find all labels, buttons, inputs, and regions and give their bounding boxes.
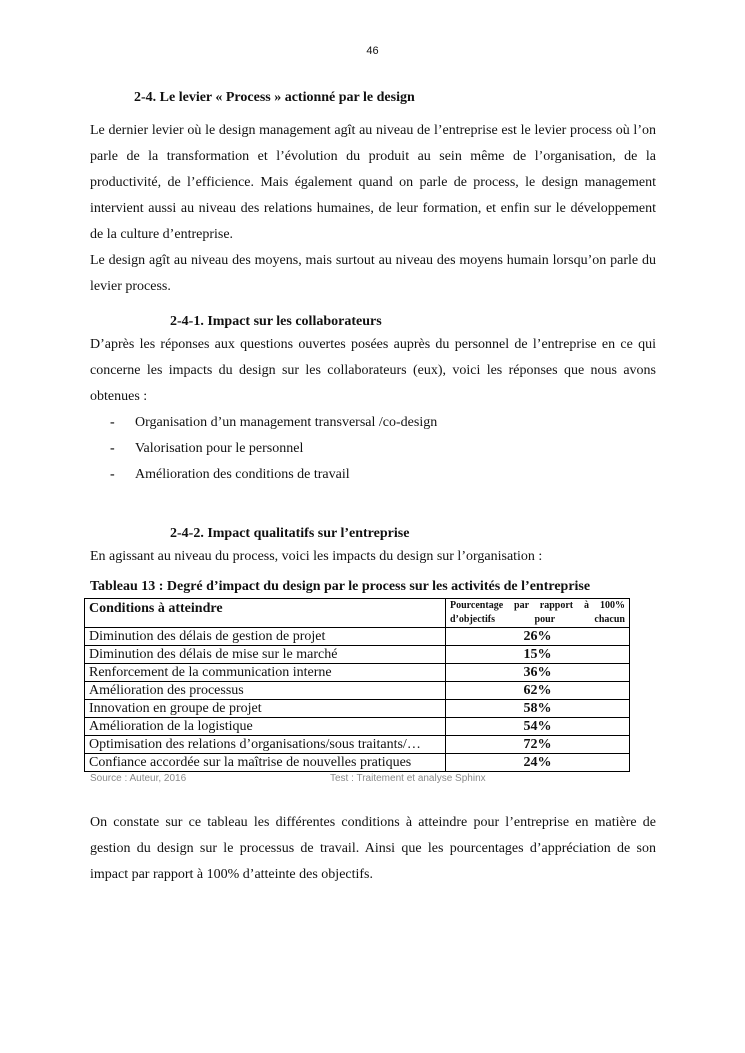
- page-number: 46: [366, 45, 379, 57]
- list-item: [110, 462, 656, 488]
- list-item-text: Valorisation pour le personnel: [135, 441, 304, 456]
- list-item-text: Amélioration des conditions de travail: [135, 467, 350, 482]
- table-source-line: [90, 772, 656, 786]
- condition-cell: Renforcement de la communication interne: [85, 664, 446, 682]
- subsection-2-title: 2-4-2. Impact qualitatifs sur l’entreprise: [170, 526, 410, 541]
- column-header-conditions: Conditions à atteindre: [85, 599, 446, 628]
- percent-cell: 24%: [446, 754, 630, 772]
- table-row: [85, 646, 630, 664]
- table-header-row: [85, 599, 630, 628]
- table-test-note: Test : Traitement et analyse Sphinx: [330, 773, 486, 784]
- list-item-text: Organisation d’un management transversal /co-design: [135, 415, 438, 430]
- subsection-1-intro: D’après les réponses aux questions ouvertes posées auprès du personnel de l’entreprise en ce qui concerne les impacts du design sur les collaborateurs (eux), voici les réponses que nous avons obtenues :: [90, 337, 656, 404]
- table-row: [85, 700, 630, 718]
- table-row: [85, 736, 630, 754]
- page-content: [90, 88, 656, 888]
- condition-cell: Diminution des délais de mise sur le marché: [85, 646, 446, 664]
- condition-cell: Amélioration des processus: [85, 682, 446, 700]
- impact-table: [84, 598, 630, 772]
- percent-cell: 36%: [446, 664, 630, 682]
- condition-cell: Confiance accordée sur la maîtrise de nouvelles pratiques: [85, 754, 446, 772]
- condition-cell: Optimisation des relations d’organisations/sous traitants/…: [85, 736, 446, 754]
- column-header-percentage: Pourcentage par rapport à 100% d’objectifs pour chacun: [446, 599, 630, 628]
- bullet-marker: -: [110, 415, 115, 430]
- table-row: [85, 754, 630, 772]
- condition-cell: Diminution des délais de gestion de projet: [85, 628, 446, 646]
- percent-cell: 26%: [446, 628, 630, 646]
- percent-cell: 62%: [446, 682, 630, 700]
- table-caption: Tableau 13 : Degré d’impact du design par le process sur les activités de l’entreprise: [90, 579, 591, 594]
- table-row: [85, 628, 630, 646]
- section-paragraph-2: Le design agît au niveau des moyens, mais surtout au niveau des moyens humain lorsqu’on parle du levier process.: [90, 253, 656, 294]
- condition-cell: Amélioration de la logistique: [85, 718, 446, 736]
- conclusion-paragraph: On constate sur ce tableau les différentes conditions à atteindre pour l’entreprise en matière de gestion du design sur le processus de travail. Ainsi que les pourcentages d’appréciation de son impact par rapport à 100% d’atteinte des objectifs.: [90, 815, 656, 882]
- table-source: Source : Auteur, 2016: [90, 773, 187, 784]
- table-row: [85, 718, 630, 736]
- subsection-2-intro: En agissant au niveau du process, voici les impacts du design sur l’organisation :: [90, 549, 543, 564]
- bullet-marker: -: [110, 441, 115, 456]
- list-item: [110, 410, 656, 436]
- table-row: [85, 682, 630, 700]
- percent-cell: 58%: [446, 700, 630, 718]
- table-row: [85, 664, 630, 682]
- bullet-marker: -: [110, 467, 115, 482]
- impact-list: [90, 410, 656, 488]
- list-item: [110, 436, 656, 462]
- percent-cell: 54%: [446, 718, 630, 736]
- percent-cell: 72%: [446, 736, 630, 754]
- subsection-1-title: 2-4-1. Impact sur les collaborateurs: [170, 314, 382, 329]
- percent-cell: 15%: [446, 646, 630, 664]
- section-title: 2-4. Le levier « Process » actionné par le design: [134, 90, 415, 105]
- condition-cell: Innovation en groupe de projet: [85, 700, 446, 718]
- section-paragraph-1: Le dernier levier où le design management agît au niveau de l’entreprise est le levier process où l’on parle de la transformation et l’évolution du produit au sein même de l’organisation, de la productivité, de l’efficience. Mais également quand on parle de process, le design management intervient aussi au niveau des relations humaines, de leur formation, et enfin sur le développement de la culture d’entreprise.: [90, 123, 656, 242]
